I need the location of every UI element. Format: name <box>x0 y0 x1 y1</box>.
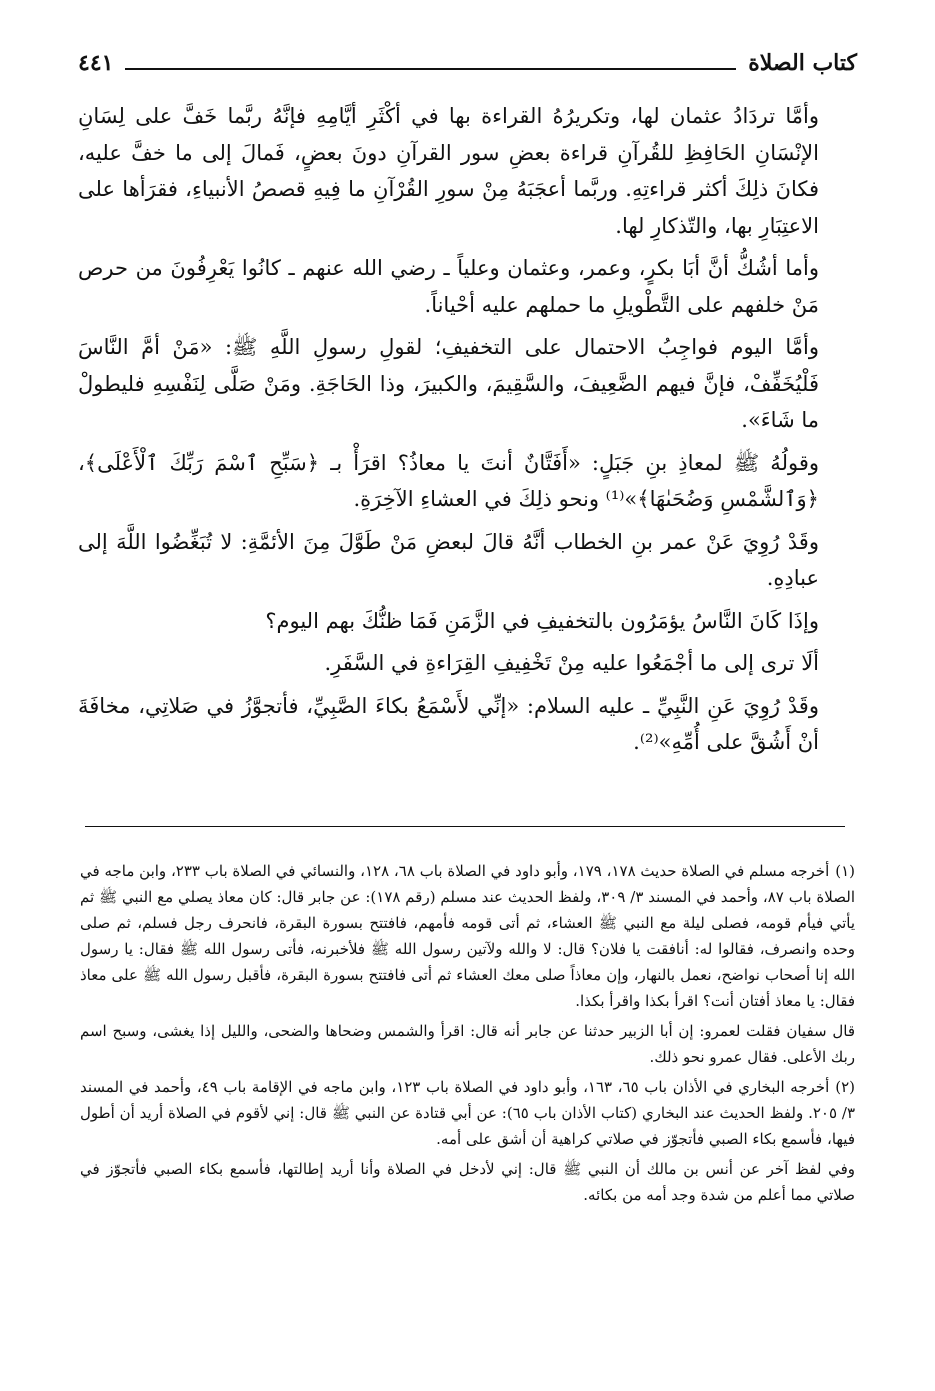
chapter-title: كتاب الصلاة <box>748 50 857 76</box>
paragraph-8: وقَدْ رُوِيَ عَنِ النَّبِيِّ ـ عليه السلام: «إنِّي لأَسْمَعُ بكاءَ الصَّبِيِّ، فأتجوَّزُ في صَلاتِي، مخافَةَ أنْ أَشُقَّ على أُمِّهِ»⁽²⁾. <box>78 693 819 754</box>
footnote-2 <box>80 1074 855 1152</box>
footnote-mark: (١) <box>835 862 856 880</box>
paragraph-7: ألَا ترى إلى ما أجْمَعُوا عليه مِنْ تَخْفِيفِ القِرَاءةِ في السَّفَرِ. <box>324 651 819 675</box>
main-text <box>78 98 857 761</box>
footnote-text: أخرجه البخاري في الأذان باب ٦٥، ١٦٣، وأبو داود في الصلاة باب ١٢٣، وابن ماجه في الإقامة باب ٤٩، وأحمد في المسند ٣/ ٢٠٥. ولفظ الحديث عند البخاري (كتاب الأذان باب ٦٥): عن أبي قتادة عن النبي ﷺ قال: إني لأقوم في الصلاة أريد أن أطول فيها، فأسمع بكاء الصبي فأتجوّز في صلاتي كراهية أن أشق على أمه. <box>80 1078 855 1148</box>
running-header <box>78 34 857 74</box>
page-number: ٤٤١ <box>78 50 114 76</box>
footnote-text: أخرجه مسلم في الصلاة حديث ١٧٨، ١٧٩، وأبو داود في الصلاة باب ٦٨، ١٢٨، والنسائي في الصلاة باب ٢٣٣، وابن ماجه في الصلاة باب ٨٧، وأحمد في المسند ٣/ ٣٠٩، ولفظ الحديث عند مسلم (رقم ١٧٨): عن جابر قال: كان معاذ يصلي مع النبي ﷺ ثم يأتي فيأم قومه، فصلى ليلة مع النبي ﷺ العشاء، ثم أتى قومه فأمهم، فافتتح بسورة البقرة، فانحرف رجل فسلم، ثم صلى وحده وانصرف، فقالوا له: أنافقت يا فلان؟ قال: لا والله ولآتين رسول الله ﷺ فلأخبرنه، فأتى رسول الله ﷺ فقال: يا رسول الله إنا أصحاب نواضح، نعمل بالنهار، وإن معاذاً صلى معك العشاء ثم أتى فافتتح بسورة البقرة، فأقبل رسول الله ﷺ على معاذ فقال: يا معاذ أفتان أنت؟ اقرأ بكذا واقرأ بكذا. <box>80 862 855 1010</box>
footnotes <box>80 858 855 1212</box>
header-rule <box>125 68 736 70</box>
paragraph-6: وإذَا كَانَ النَّاسُ يؤمَرُون بالتخفيفِ في الزَّمَنِ فَمَا ظنُّكَ بهم اليوم؟ <box>265 608 819 633</box>
paragraph-3: وأمَّا اليوم فواجِبُ الاحتمال على التخفيفِ؛ لقولِ رسولِ اللَّهِ ﷺ: «مَنْ أمَّ النَّاسَ فَلْيُخَفِّفْ، فإنَّ فيهم الضَّعِيفَ، والسَّقِيمَ، والكبيرَ، وذا الحَاجَةِ. ومَنْ صَلَّى لِنَفْسِهِ فليطولْ ما شَاءَ». <box>78 335 819 432</box>
footnote-1-continuation: قال سفيان فقلت لعمرو: إن أبا الزبير حدثنا عن جابر أنه قال: اقرأ والشمس وضحاها والضحى، والليل إذا يغشى، وسبح اسم ربك الأعلى. فقال عمرو نحو ذلك. <box>80 1022 855 1066</box>
paragraph-5: وقَدْ رُوِيَ عَنْ عمر بنِ الخطاب أنَّهُ قالَ لبعضِ مَنْ طَوَّلَ مِنَ الأئمَّةِ: لا تُبَغِّضُوا اللَّهَ إلى عبادِهِ. <box>78 529 819 590</box>
paragraph-1: وأمَّا تردَادُ عثمان لها، وتكريرُهُ القراءة بها في أكْثَرِ أيَّامِهِ فإنَّهُ ربَّما خَفَّ على لِسَانِ الإنْسَانِ الحَافِظِ للقُرآنِ قراءة بعضِ سور القرآنِ دونَ بعضٍ، فَمالَ إلى ما خفَّ عليه، فكانَ ذلِكَ أكثر قراءتِهِ. وربَّما أعجَبَهُ مِنْ سورِ القُرْآنِ ما فِيهِ قصصُ الأنبياءِ، فقرَأها على الاعتِبَارِ بها، والتّذكارِ لها. <box>78 104 819 238</box>
paragraph-2: وأما أشُكُّ أنَّ أبَا بكرٍ، وعمر، وعثمان وعلياً ـ رضي الله عنهم ـ كانُوا يَعْرِفُونَ من حرص مَنْ خلفهم على التَّطْويلِ ما حملهم عليه أحْياناً. <box>78 256 819 317</box>
footnote-2-continuation: وفي لفظ آخر عن أنس بن مالك أن النبي ﷺ قال: إني لأدخل في الصلاة وأنا أريد إطالتها، فأسمع بكاء الصبي فأتجوّز في صلاتي مما أعلم من شدة وجد أمه من بكائه. <box>80 1160 855 1204</box>
footnote-mark: (٢) <box>835 1078 856 1096</box>
footnote-1 <box>80 858 855 1014</box>
footnote-separator <box>85 826 845 827</box>
paragraph-4: وقولُهُ ﷺ لمعاذِ بنِ جَبَلٍ: «أَفَتَّانٌ أنتَ يا معاذُ؟ اقرَأْ بـ ﴿سَبِّحِ ٱسْمَ رَبِّكَ ٱلْأَعْلَى﴾، ﴿وَٱلشَّمْسِ وَضُحَىٰهَا﴾»⁽¹⁾ ونحو ذلِكَ في العشاءِ الآخِرَةِ. <box>78 450 819 511</box>
